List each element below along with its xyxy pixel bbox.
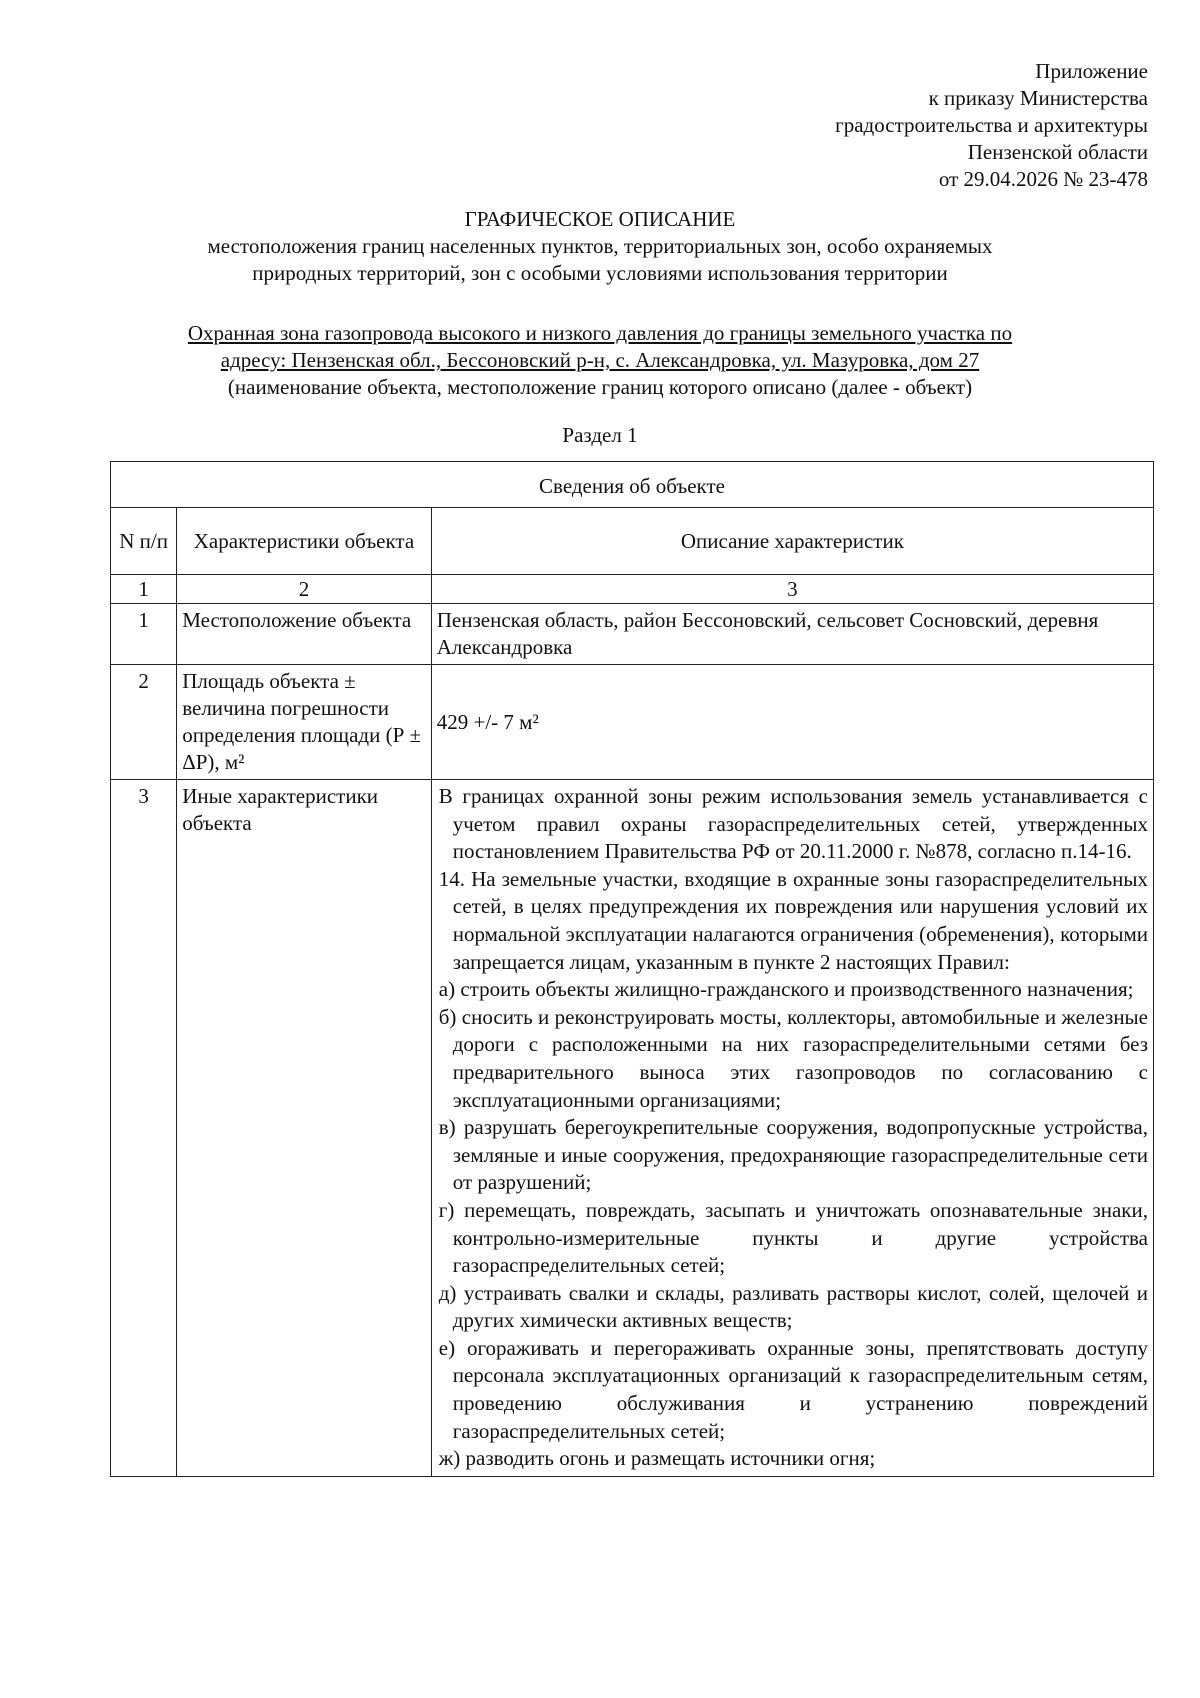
approval-stamp (835, 58, 1148, 193)
object-name-line: Охранная зона газопровода высокого и низкого давления до границы земельного участка по (187, 321, 1013, 345)
document-subtitle-line: природных территорий, зон с особыми условиями использования территории (252, 261, 948, 285)
row-description (431, 780, 1153, 1477)
row-characteristic: Местоположение объекта (177, 604, 432, 665)
description-paragraph: В границах охранной зоны режим использования земель устанавливается с учетом правил охраны газораспределительных сетей, утвержденных постановлением Правительства РФ от 20.11.2000 г. №878, согласно п.14-16. (438, 784, 1148, 864)
column-number: 3 (431, 575, 1153, 604)
description-paragraph: 14. На земельные участки, входящие в охранные зоны газораспределительных сетей, в целях предупреждения их повреждения или нарушения условий их нормальной эксплуатации налагаются ограничения (обременения), которыми запрещается лицам, указанным в пункте 2 настоящих Правил: (438, 866, 1148, 974)
description-paragraph: ж) разводить огонь и размещать источники огня; (438, 1446, 876, 1471)
object-name-line: адресу: Пензенская обл., Бессоновский р-н, с. Александровка, ул. Мазуровка, дом 27 (220, 348, 980, 372)
table-caption: Сведения об объекте (111, 462, 1154, 508)
description-paragraph: д) устраивать свалки и склады, разливать растворы кислот, солей, щелочей и других химически активных веществ; (438, 1280, 1148, 1333)
column-number: 2 (177, 575, 432, 604)
object-name-block (60, 320, 1140, 401)
document-subtitle-line: местоположения границ населенных пунктов, территориальных зон, особо охраняемых (207, 234, 993, 258)
object-info-table (110, 461, 1154, 1477)
approval-line: к приказу Министерства (928, 86, 1148, 110)
approval-date-number: от 29.04.2026 № 23-478 (938, 167, 1148, 191)
row-characteristic: Площадь объекта ± величина погрешности определения площади (Р ± ΔР), м² (177, 665, 432, 780)
description-paragraph: е) огораживать и перегораживать охранные зоны, препятствовать доступу персонала эксплуатационных организаций к газораспределительным сетям, проведению обслуживания и устранению повреждений газораспределительных сетей; (438, 1335, 1148, 1443)
description-paragraph: г) перемещать, повреждать, засыпать и уничтожать опознавательные знаки, контрольно-измерительные пункты и другие устройства газораспределительных сетей; (438, 1197, 1148, 1278)
table-caption-row (111, 462, 1154, 508)
header-number: N п/п (111, 508, 177, 575)
row-number: 3 (111, 780, 177, 1477)
approval-line: градостроительства и архитектуры (835, 113, 1148, 137)
section-title: Раздел 1 (562, 423, 638, 447)
column-number-row (111, 575, 1154, 604)
table-row (111, 665, 1154, 780)
description-paragraph: а) строить объекты жилищно-гражданского и производственного назначения; (438, 977, 1134, 1002)
column-number: 1 (111, 575, 177, 604)
row-number: 2 (111, 665, 177, 780)
approval-line: Пензенской области (967, 140, 1148, 164)
document-title: ГРАФИЧЕСКОЕ ОПИСАНИЕ (464, 207, 736, 231)
table-row (111, 604, 1154, 665)
table-header-row (111, 508, 1154, 575)
document-heading (0, 205, 1200, 287)
header-characteristics: Характеристики объекта (177, 508, 432, 575)
row-description: 429 +/- 7 м² (431, 665, 1153, 780)
row-number: 1 (111, 604, 177, 665)
description-paragraph: б) сносить и реконструировать мосты, коллекторы, автомобильные и железные дороги с расположенными на них газораспределительными сетями без предварительного выноса этих газопроводов по согласованию с эксплуатационными организациями; (438, 1004, 1148, 1112)
row-description: Пензенская область, район Бессоновский, сельсовет Сосновский, деревня Александровка (431, 604, 1153, 665)
row-characteristic: Иные характеристики объекта (177, 780, 432, 1477)
header-description: Описание характеристик (431, 508, 1153, 575)
object-name-note: (наименование объекта, местоположение границ которого описано (далее - объект) (227, 375, 973, 399)
description-paragraph: в) разрушать берегоукрепительные сооружения, водопропускные устройства, земляные и иные сооружения, предохраняющие газораспределительные сети от разрушений; (438, 1115, 1148, 1195)
approval-line: Приложение (1035, 59, 1148, 83)
table-row (111, 780, 1154, 1477)
